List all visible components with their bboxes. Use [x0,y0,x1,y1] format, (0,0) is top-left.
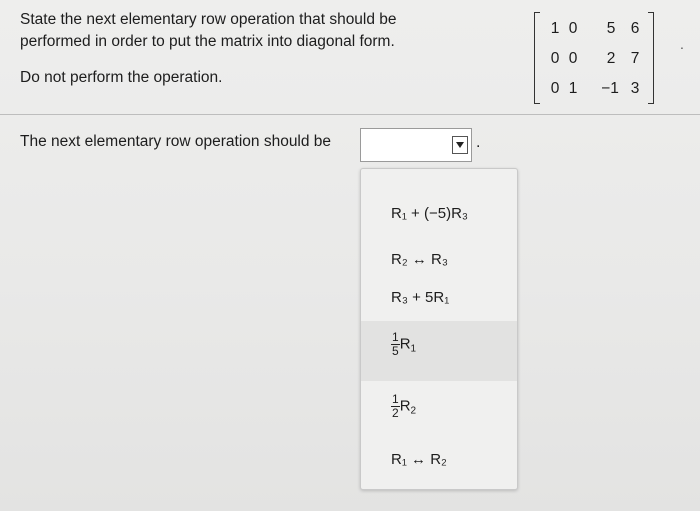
matrix-cell: 0 [550,80,560,97]
matrix-cell: −1 [601,80,619,97]
augmented-matrix [534,12,654,104]
question-prompt: The next elementary row operation should be [20,133,332,150]
matrix-cell: 0 [550,50,560,67]
matrix-cell: 2 [606,50,616,67]
question-period: . [476,134,481,151]
fraction-denominator: 2 [392,406,399,420]
section-divider [0,114,700,115]
option-label: R₃ + 5R₁ [391,289,450,306]
fraction-numerator: 1 [392,330,399,344]
row-index: 2 [410,405,417,417]
option-label [391,393,416,420]
matrix-cell: 5 [606,20,616,37]
row-symbol: R [399,397,411,415]
matrix-cell: 0 [568,20,578,37]
row-index: 1 [410,343,417,355]
fraction [391,331,400,358]
matrix-cell: 1 [550,20,560,37]
matrix-cell: 0 [568,50,578,67]
trailing-period: . [680,36,684,52]
matrix-row-1 [534,20,654,44]
matrix-cell: 6 [630,20,640,37]
fraction [391,393,400,420]
option-swap-r1-r2[interactable] [361,441,517,489]
matrix-cell: 1 [568,80,578,97]
instructions [20,9,450,89]
instruction-note: Do not perform the operation. [20,69,223,86]
fraction-numerator: 1 [392,392,399,406]
option-label [391,331,416,358]
matrix-cell: 7 [630,50,640,67]
option-r1-plus-neg5-r3[interactable] [361,189,517,241]
fraction-denominator: 5 [392,344,399,358]
option-label: R₁ ↔ R₂ [391,451,447,468]
triangle-down-icon[interactable] [452,136,468,154]
matrix-cell: 3 [630,80,640,97]
instruction-text: State the next elementary row operation that should be performed in order to put the matrix into diagonal form. [20,11,397,50]
matrix-row-2 [534,50,654,74]
row-operation-select[interactable] [360,128,472,162]
option-label: R₁ + (−5)R₃ [391,205,469,222]
option-one-fifth-r1[interactable] [361,321,517,381]
option-r3-plus-5r1[interactable] [361,271,517,321]
matrix-row-3 [534,80,654,104]
option-one-half-r2[interactable] [361,381,517,441]
row-symbol: R [399,335,411,353]
option-label: R₂ ↔ R₃ [391,251,448,268]
row-operation-dropdown-menu[interactable] [360,168,518,490]
